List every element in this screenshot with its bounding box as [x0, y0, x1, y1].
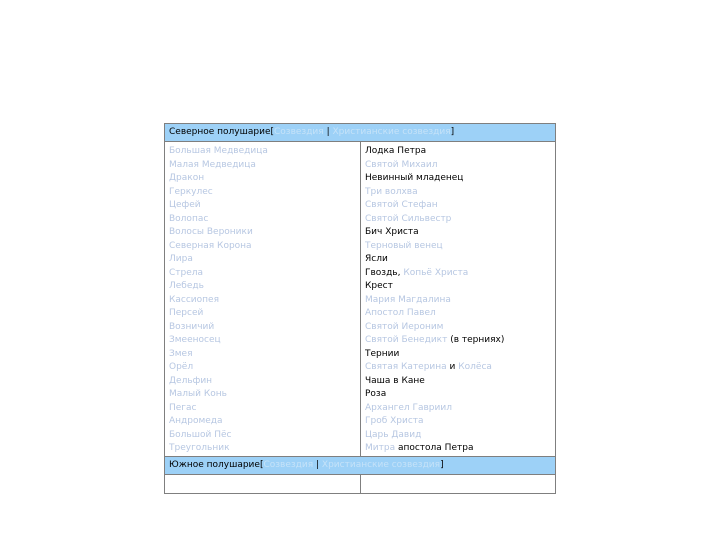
christian-constellation-item [365, 186, 551, 200]
constellation-link[interactable]: Геркулес [169, 186, 213, 197]
south-left-cell [165, 475, 361, 493]
christian-constellation-item [365, 226, 551, 240]
constellation-link[interactable]: Андромеда [169, 416, 223, 426]
christian-constellation-item [365, 402, 551, 416]
christian-constellation-item [365, 307, 551, 321]
constellations-table [164, 123, 556, 494]
christian-constellation-item [365, 334, 551, 348]
constellation-link[interactable]: Лебедь [169, 281, 204, 291]
north-christian-list [361, 142, 555, 456]
north-open-bracket: [ [270, 127, 274, 137]
christian-constellation-link[interactable]: Святой Стефан [365, 200, 438, 210]
christian-constellation-text: Невинный младенец [365, 173, 464, 183]
christian-constellation-link[interactable]: Колёса [458, 362, 492, 372]
constellation-link[interactable]: Кассиопея [169, 294, 219, 305]
constellation-link[interactable]: Орёл [169, 362, 194, 372]
christian-constellation-text: апостола Петра [395, 443, 474, 453]
south-open-bracket: [ [259, 459, 264, 470]
christian-constellation-item [365, 442, 551, 456]
constellation-link[interactable]: Треугольник [169, 443, 230, 453]
christian-constellation-link[interactable]: Апостол Павел [365, 308, 436, 318]
christian-constellation-text: Ясли [365, 254, 388, 264]
constellation-link[interactable]: Стрела [169, 267, 204, 278]
constellation-link[interactable]: Северная Корона [169, 240, 252, 251]
christian-constellation-item [365, 348, 551, 362]
christian-constellation-link[interactable]: Архангел Гавриил [365, 402, 452, 413]
christian-constellation-item [365, 159, 551, 173]
christian-constellation-link[interactable]: Святой Иероним [365, 321, 444, 332]
christian-constellation-link[interactable]: Святой Сильвестр [365, 213, 452, 224]
christian-constellation-item [365, 321, 551, 335]
constellation-link[interactable]: Дракон [169, 173, 205, 183]
constellation-link[interactable]: Лира [169, 254, 193, 264]
constellation-link[interactable]: Волосы Вероники [169, 227, 253, 237]
constellation-link[interactable]: Персей [169, 308, 204, 318]
christian-constellation-item [365, 240, 551, 254]
constellation-link[interactable]: Большой Пёс [169, 429, 232, 440]
south-title: Южное полушарие [169, 459, 260, 470]
north-separator: | [323, 127, 333, 137]
south-body [165, 475, 555, 493]
christian-constellation-link[interactable]: Гроб Христа [365, 416, 424, 426]
christian-constellation-item [365, 213, 551, 227]
constellation-link[interactable]: Змееносец [169, 335, 221, 345]
christian-constellation-item [365, 145, 551, 159]
constellation-link[interactable]: Волопас [169, 213, 209, 224]
christian-constellation-item [365, 253, 551, 267]
christian-constellation-link[interactable]: Святой Михаил [365, 159, 438, 170]
north-constellation-list [165, 142, 361, 456]
christian-constellation-link[interactable]: Копьё Христа [403, 267, 469, 278]
south-close-bracket: ] [440, 459, 444, 470]
christian-constellation-text: Роза [365, 389, 387, 399]
christian-constellation-link[interactable]: Святая Катерина [365, 362, 447, 372]
christian-constellation-item [365, 294, 551, 308]
christian-constellation-link[interactable]: Царь Давид [365, 429, 422, 440]
constellation-link[interactable]: Пегас [169, 402, 197, 413]
christian-constellation-item [365, 280, 551, 294]
christian-constellation-item [365, 199, 551, 213]
christian-constellation-text: и [446, 362, 459, 372]
christian-constellation-link[interactable]: Терновый венец [365, 240, 443, 251]
constellation-link[interactable]: Возничий [169, 321, 215, 332]
christian-constellation-item [365, 429, 551, 443]
constellation-link[interactable]: Малый Конь [169, 389, 227, 399]
christian-constellation-item [365, 361, 551, 375]
christian-constellation-text: Гвоздь, [365, 267, 404, 278]
north-body [165, 142, 555, 457]
north-link-christian[interactable]: Христианские созвездия [332, 127, 451, 137]
constellation-link[interactable]: Змея [169, 348, 193, 359]
christian-constellation-link[interactable]: Митра [365, 443, 396, 453]
constellation-link[interactable]: Большая Медведица [169, 146, 268, 156]
christian-constellation-text: Крест [365, 281, 393, 291]
south-link-constellations[interactable]: Созвездия [263, 459, 314, 470]
christian-constellation-text: Лодка Петра [365, 146, 427, 156]
christian-constellation-link[interactable]: Три волхва [365, 186, 418, 197]
constellation-link[interactable]: Цефей [169, 200, 201, 210]
north-link-constellations[interactable]: Созвездия [274, 127, 324, 137]
north-close-bracket: ] [450, 127, 455, 137]
christian-constellation-item [365, 267, 551, 281]
christian-constellation-text: (в терниях) [447, 335, 505, 345]
south-separator: | [313, 459, 322, 470]
christian-constellation-text: Бич Христа [365, 227, 419, 237]
north-header [165, 124, 555, 142]
christian-constellation-link[interactable]: Святой Бенедикт [365, 335, 448, 345]
christian-constellation-item [365, 388, 551, 402]
south-header [165, 457, 555, 475]
north-title: Северное полушарие [169, 127, 271, 137]
constellation-link[interactable]: Дельфин [169, 375, 213, 386]
christian-constellation-item [365, 172, 551, 186]
christian-constellation-text: Чаша в Кане [365, 375, 425, 386]
christian-constellation-item [365, 415, 551, 429]
constellation-link[interactable]: Малая Медведица [169, 159, 256, 170]
christian-constellation-link[interactable]: Мария Магдалина [365, 294, 451, 305]
south-link-christian[interactable]: Христианские созвездия [321, 459, 441, 470]
south-right-cell [361, 475, 555, 493]
christian-constellation-item [365, 375, 551, 389]
christian-constellation-text: Тернии [365, 348, 400, 359]
